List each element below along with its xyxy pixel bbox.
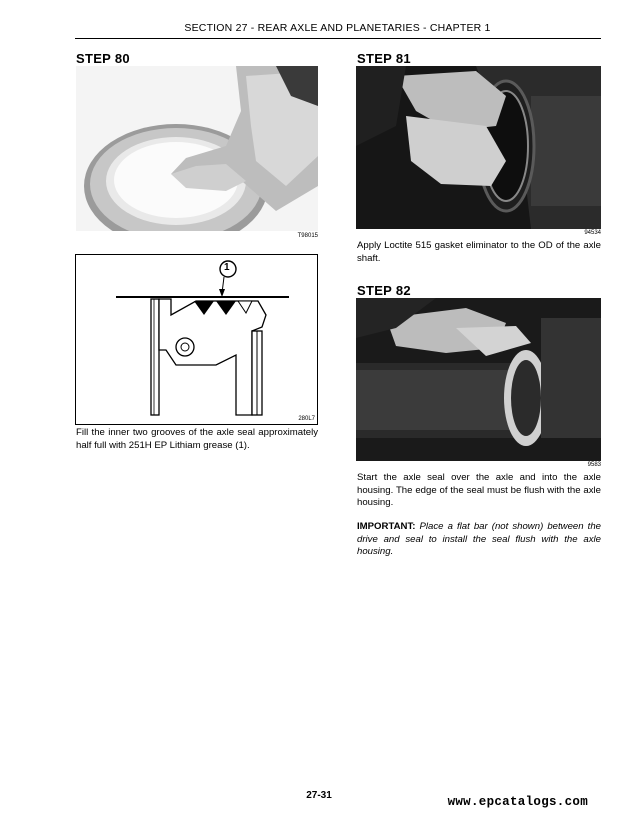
step-82-caption: Start the axle seal over the axle and into the axle housing. The edge of the seal must be flush with the axle housing. <box>357 472 601 508</box>
step-80-photo <box>76 66 318 231</box>
step-81-caption: Apply Loctite 515 gasket eliminator to the OD of the axle shaft. <box>357 240 601 264</box>
seal-photo-illustration <box>76 66 318 231</box>
step-82-fig-code: 9583 <box>587 462 601 468</box>
step-82-title: STEP 82 <box>357 283 411 298</box>
diagram-fig-code: 280L7 <box>298 416 315 422</box>
axle-shaft-photo-illustration <box>356 66 601 229</box>
step-81-fig-code: 94534 <box>584 230 601 236</box>
step-80-caption: Fill the inner two grooves of the axle seal approximately half full with 251H EP Lithiam grease (1). <box>76 427 318 451</box>
step-80-fig-code: T98015 <box>297 233 318 239</box>
important-note <box>357 521 601 559</box>
page-number: 27-31 <box>306 790 332 801</box>
step-80-title: STEP 80 <box>76 51 130 66</box>
step-81-photo <box>356 66 601 229</box>
seal-cross-section <box>76 255 317 424</box>
important-text: Place a flat bar (not shown) between the drive and seal to install the seal flush with the axle housing. <box>357 521 601 557</box>
callout-number: 1 <box>224 262 230 273</box>
watermark-url[interactable]: www.epcatalogs.com <box>447 795 588 809</box>
header-rule <box>75 38 601 39</box>
step-81-title: STEP 81 <box>357 51 411 66</box>
section-header: SECTION 27 - REAR AXLE AND PLANETARIES - CHAPTER 1 <box>184 22 491 34</box>
axle-seal-install-illustration <box>356 298 601 461</box>
important-label: IMPORTANT: <box>357 521 416 532</box>
seal-groove-diagram <box>75 254 318 425</box>
step-82-photo <box>356 298 601 461</box>
